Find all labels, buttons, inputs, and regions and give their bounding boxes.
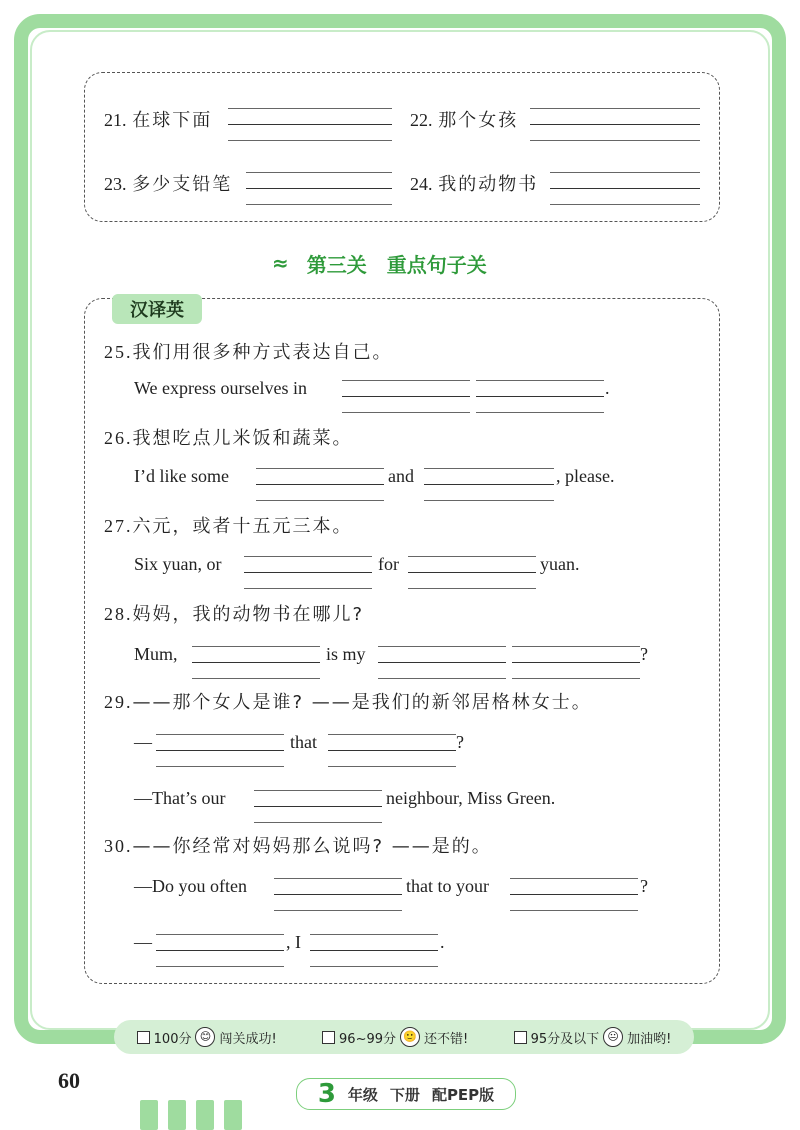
- face-icon: 😐: [603, 1027, 623, 1047]
- checkbox[interactable]: [137, 1031, 150, 1044]
- question-26-end: , please.: [556, 466, 615, 486]
- vocab-box: [84, 72, 720, 222]
- page-number: 60: [58, 1068, 80, 1093]
- question-28-end: ?: [640, 644, 648, 664]
- footer-badge: [296, 1078, 516, 1110]
- section-title: ≈ 第三关 重点句子关: [272, 251, 487, 277]
- answer-blank[interactable]: [244, 572, 372, 573]
- question-27-english: Six yuan, or: [134, 554, 222, 574]
- answer-blank[interactable]: [156, 750, 284, 751]
- question-29-chinese: 29.——那个女人是谁? ——是我们的新邻居格林女士。: [104, 692, 592, 713]
- score-item-95-below: 95分及以下 😐 加油哟!: [514, 1027, 672, 1047]
- question-28-english: Mum,: [134, 644, 178, 664]
- answer-blank[interactable]: [192, 662, 320, 663]
- score-item-100: 100分 😊 闯关成功!: [137, 1027, 277, 1047]
- answer-blank[interactable]: [246, 188, 392, 189]
- question-26-chinese: 26.我想吃点儿米饭和蔬菜。: [104, 428, 353, 449]
- question-28-is-my: is my: [326, 644, 366, 664]
- answer-blank[interactable]: [424, 484, 554, 485]
- answer-blank[interactable]: [550, 188, 700, 189]
- score-bar: [114, 1020, 694, 1054]
- question-26-english: I’d like some: [134, 466, 229, 486]
- answer-blank[interactable]: [342, 396, 470, 397]
- question-30-line2: —: [134, 932, 152, 952]
- answer-blank[interactable]: [408, 572, 536, 573]
- checkbox[interactable]: [322, 1031, 335, 1044]
- vocab-item-21: 21. 在球下面: [104, 110, 213, 131]
- wave-icon: ≈: [272, 251, 289, 275]
- question-28-chinese: 28.妈妈，我的动物书在哪儿?: [104, 604, 365, 625]
- question-30-end2: .: [440, 932, 445, 952]
- checkbox[interactable]: [514, 1031, 527, 1044]
- answer-blank[interactable]: [512, 662, 640, 663]
- vocab-item-23: 23. 多少支铅笔: [104, 174, 233, 195]
- question-30-end: ?: [640, 876, 648, 896]
- answer-blank[interactable]: [328, 750, 456, 751]
- answer-blank[interactable]: [156, 950, 284, 951]
- question-29-line1: —: [134, 732, 152, 752]
- question-29-line2: —That’s our: [134, 788, 226, 808]
- question-27-chinese: 27.六元，或者十五元三本。: [104, 516, 353, 537]
- decorative-bars: [140, 1100, 242, 1130]
- question-29-neighbour: neighbour, Miss Green.: [386, 788, 556, 808]
- question-27-for: for: [378, 554, 399, 574]
- smile-face-icon: 😊: [195, 1027, 215, 1047]
- answer-blank[interactable]: [254, 806, 382, 807]
- question-30-line1: —Do you often: [134, 876, 247, 896]
- question-27-end: yuan.: [540, 554, 580, 574]
- answer-blank[interactable]: [476, 396, 604, 397]
- vocab-item-24: 24. 我的动物书: [410, 174, 539, 195]
- question-30-i: , I: [286, 932, 301, 952]
- question-30-that-to-your: that to your: [406, 876, 489, 896]
- answer-blank[interactable]: [274, 894, 402, 895]
- question-25-english: We express ourselves in: [134, 378, 308, 398]
- answer-blank[interactable]: [228, 124, 392, 125]
- question-25-chinese: 25.我们用很多种方式表达自己。: [104, 342, 393, 363]
- answer-blank[interactable]: [510, 894, 638, 895]
- answer-blank[interactable]: [378, 662, 506, 663]
- question-29-that: that: [290, 732, 317, 752]
- vocab-item-22: 22. 那个女孩: [410, 110, 519, 131]
- question-30-chinese: 30.——你经常对妈妈那么说吗? ——是的。: [104, 836, 492, 857]
- question-25-end: .: [605, 378, 610, 398]
- answer-blank[interactable]: [256, 484, 384, 485]
- grade-label: 年级: [347, 1085, 378, 1104]
- answer-blank[interactable]: [310, 950, 438, 951]
- question-26-and: and: [388, 466, 414, 486]
- answer-blank[interactable]: [530, 124, 700, 125]
- question-29-end: ?: [456, 732, 464, 752]
- edition-label: 配PEP版: [431, 1085, 495, 1104]
- score-item-96-99: 96~99分 🙂 还不错!: [322, 1027, 468, 1047]
- term-label: 下册: [389, 1085, 420, 1104]
- section-tag: 汉译英: [112, 294, 202, 324]
- grade-number: 3: [317, 1079, 336, 1109]
- face-icon: 🙂: [400, 1027, 420, 1047]
